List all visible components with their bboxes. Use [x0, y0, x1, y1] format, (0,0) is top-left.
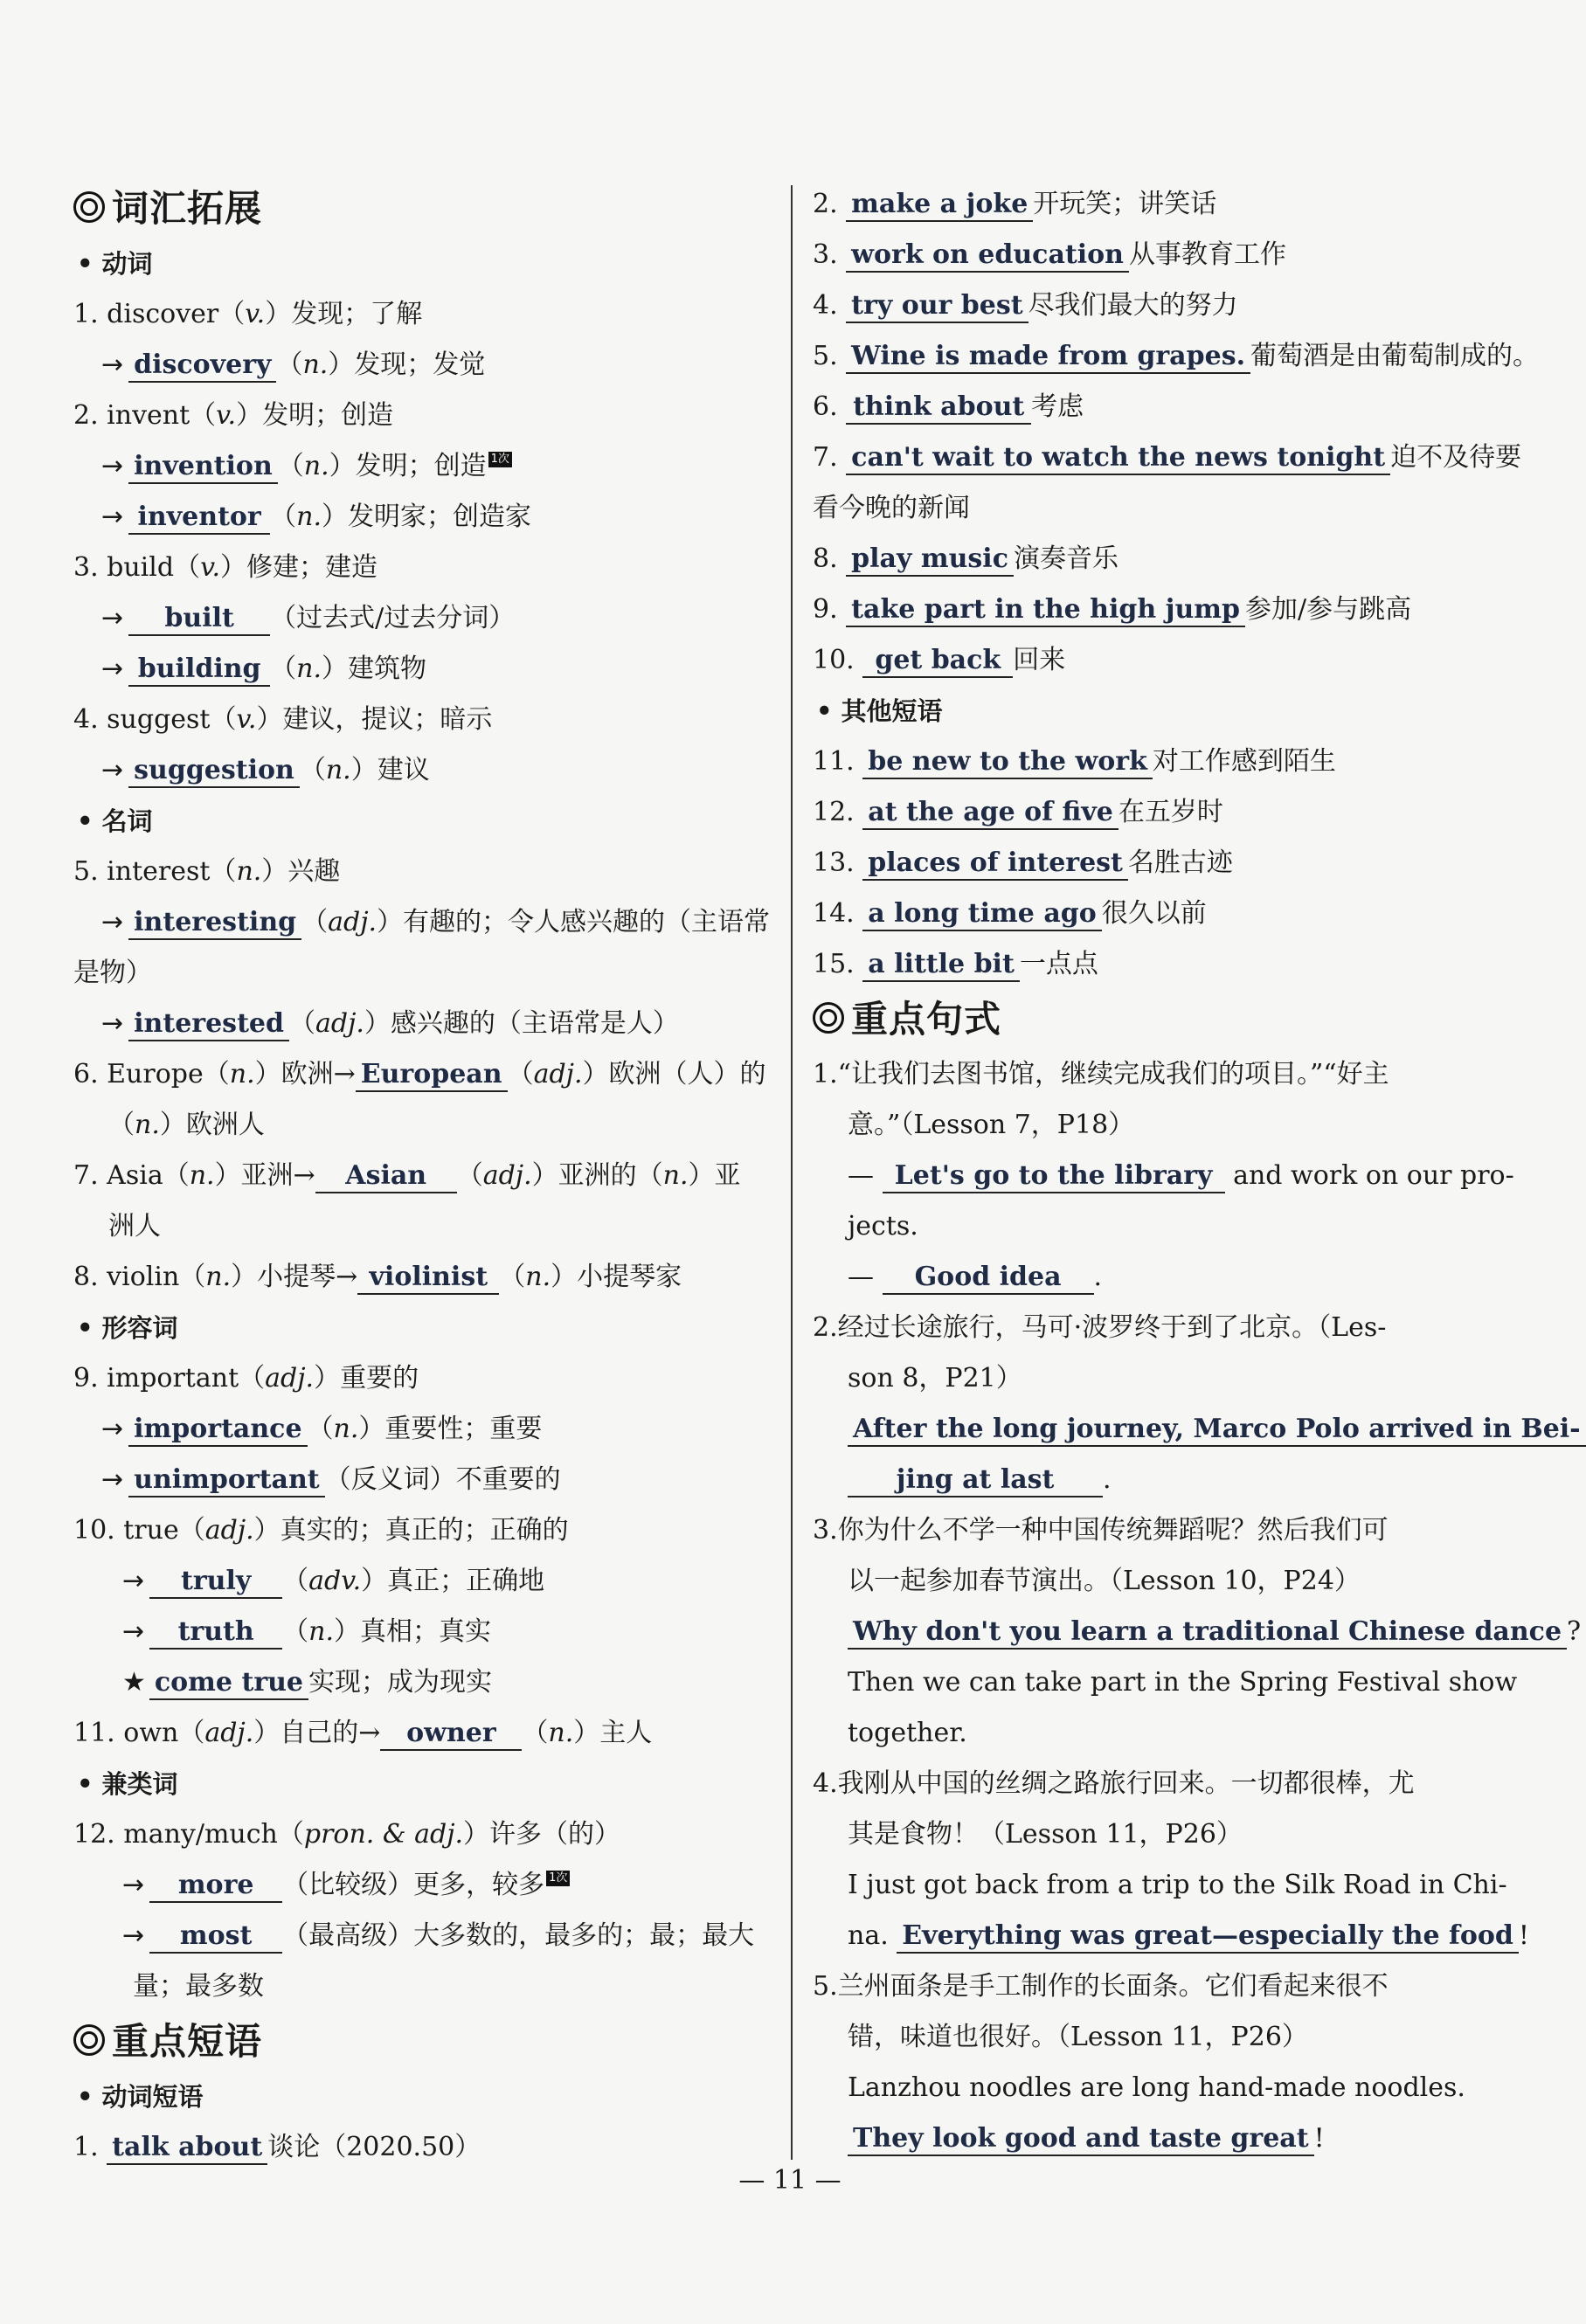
answer-blank: make a joke [846, 189, 1033, 222]
answer-blank: Let's go to the library [883, 1160, 1225, 1193]
vocab-derivative: → discovery （n.）发现；发觉 [73, 340, 772, 391]
vocab-item: 10. true（adj.）真实的；真正的；正确的 [73, 1515, 569, 1546]
section-heading-phrases: 重点短语 [73, 2012, 772, 2072]
vocab-derivative: → importance （n.）重要性；重要 [73, 1404, 772, 1455]
vocab-derivative: → truly （adv.）真正；正确地 [73, 1556, 772, 1607]
sentence-item: 3.你为什么不学一种中国传统舞蹈呢？然后我们可 [813, 1515, 1389, 1546]
vocab-derivative: → interesting （adj.）有趣的；令人感兴趣的（主语常 [73, 897, 772, 948]
vocab-continuation: 洲人 [108, 1211, 161, 1242]
vocab-derivative: → unimportant （反义词）不重要的 [73, 1455, 772, 1505]
vocab-derivative: → interested （adj.）感兴趣的（主语常是人） [73, 999, 772, 1049]
sentence-line: I just got back from a trip to the Silk Road in Chi- [848, 1870, 1507, 1900]
answer-blank: a little bit [862, 949, 1020, 982]
arrow-icon: → [101, 501, 124, 532]
sentence-line: 以一起参加春节演出。（Lesson 10，P24） [848, 1566, 1361, 1596]
vocab-derivative: → truth （n.）真相；真实 [73, 1607, 772, 1657]
sentence-line: Then we can take part in the Spring Festival show [848, 1667, 1518, 1698]
subsection-multi: • 兼类词 [73, 1759, 772, 1809]
subsection-adj: • 形容词 [73, 1303, 772, 1353]
answer-blank: violinist [357, 1262, 499, 1295]
arrow-icon: → [122, 1566, 145, 1596]
answer-blank: Why don't you learn a traditional Chinese dance [848, 1616, 1567, 1650]
answer-blank: talk about [107, 2132, 267, 2165]
vocab-derivative: → built （过去式/过去分词） [73, 593, 772, 644]
arrow-icon: → [101, 451, 124, 481]
answer-blank: Everything was great—especially the food [897, 1920, 1519, 1954]
answer-blank: play music [846, 543, 1014, 577]
sentence-line: 意。”（Lesson 7，P18） [848, 1110, 1135, 1140]
vocab-derivative: → suggestion （n.）建议 [73, 745, 772, 796]
vocab-item: 6. Europe（n.）欧洲→ European （adj.）欧洲（人）的 [73, 1049, 772, 1100]
sentence-line: na. Everything was great—especially the food ! [813, 1911, 1512, 1961]
answer-blank: European [356, 1059, 508, 1092]
sentence-line: jects. [848, 1211, 918, 1242]
vocab-item: 7. Asia（n.）亚洲→ Asian （adj.）亚洲的（n.）亚 [73, 1151, 772, 1201]
vocab-item: 8. violin（n.）小提琴→ violinist （n.）小提琴家 [73, 1252, 772, 1303]
sentence-line: 其是食物！（Lesson 11，P26） [848, 1819, 1243, 1850]
subsection-noun: • 名词 [73, 796, 772, 847]
frequency-badge: 1次 [546, 1871, 570, 1886]
phrase-item: 5. Wine is made from grapes. 葡萄酒是由葡萄制成的。 [813, 331, 1512, 382]
phrase-item: 6. think about 考虑 [813, 382, 1512, 432]
answer-blank: more [149, 1870, 282, 1903]
section-heading-sentences: 重点句式 [813, 990, 1512, 1049]
phrase-item: 1. talk about 谈论（2020.50） [73, 2122, 772, 2173]
arrow-icon: → [122, 1920, 145, 1951]
phrase-item: 10. get back 回来 [813, 635, 1512, 686]
answer-blank: discovery [128, 349, 276, 383]
arrow-icon: → [101, 1414, 124, 1444]
arrow-icon: → [101, 755, 124, 785]
vocab-item: 3. build（v.）修建；建造 [73, 552, 378, 583]
phrase-item: 7. can't wait to watch the news tonight 迫不及待要 [813, 432, 1512, 483]
answer-blank: inventor [128, 501, 270, 535]
sentence-line: They look good and taste great ! [813, 2113, 1512, 2164]
phrase-continuation: 看今晚的新闻 [813, 493, 970, 523]
vocab-item: 2. invent（v.）发明；创造 [73, 400, 394, 431]
vocab-item: 5. interest（n.）兴趣 [73, 856, 341, 887]
sentence-item: 5.兰州面条是手工制作的长面条。它们看起来很不 [813, 1971, 1389, 2002]
frequency-badge: 1次 [488, 452, 512, 467]
phrase-item: 11. be new to the work 对工作感到陌生 [813, 737, 1512, 787]
answer-blank: They look good and taste great [848, 2123, 1314, 2156]
phrase-item: 12. at the age of five 在五岁时 [813, 787, 1512, 838]
sentence-line: together. [848, 1718, 967, 1748]
answer-blank: truth [149, 1616, 282, 1650]
subsection-verb: • 动词 [73, 239, 772, 289]
arrow-icon: → [122, 1616, 145, 1647]
arrow-icon: → [101, 1464, 124, 1495]
column-divider [791, 185, 793, 2160]
answer-blank: be new to the work [862, 746, 1153, 779]
right-column [813, 179, 1582, 2164]
answer-blank: come true [149, 1667, 308, 1700]
arrow-icon: → [101, 654, 124, 684]
answer-blank: owner [380, 1718, 522, 1751]
vocab-continuation: 是物） [73, 958, 152, 988]
arrow-icon: → [101, 349, 124, 380]
sentence-line: Lanzhou noodles are long hand-made noodles. [848, 2072, 1465, 2103]
phrase-item: 9. take part in the high jump 参加/参与跳高 [813, 584, 1512, 635]
vocab-derivative: → invention （n.）发明；创造 1次 [73, 441, 772, 492]
vocab-derivative: → more （比较级）更多，较多 1次 [73, 1860, 772, 1911]
sentence-line: Why don't you learn a traditional Chinese dance ? [813, 1607, 1512, 1657]
sentence-line: — Good idea . [813, 1252, 1512, 1303]
answer-blank: Wine is made from grapes. [846, 341, 1250, 374]
vocab-derivative: → most （最高级）大多数的，最多的；最；最大 [73, 1911, 772, 1961]
answer-blank: After the long journey, Marco Polo arrived in Bei- [848, 1414, 1586, 1447]
arrow-icon: → [101, 1008, 124, 1039]
sentence-item: 2.经过长途旅行，马可·波罗终于到了北京。（Les- [813, 1312, 1387, 1343]
page-number: — 11 — [738, 2165, 841, 2196]
answer-blank: places of interest [862, 847, 1128, 881]
answer-blank: Asian [315, 1160, 457, 1193]
double-circle-icon [73, 2024, 105, 2056]
answer-blank: a long time ago [862, 898, 1101, 931]
sentence-item: 1.“让我们去图书馆，继续完成我们的项目。”“好主 [813, 1059, 1389, 1089]
vocab-item: 1. discover（v.）发现；了解 [73, 299, 423, 329]
vocab-item: 9. important（adj.）重要的 [73, 1363, 419, 1394]
sentence-line [813, 1404, 1581, 1455]
phrase-item: 4. try our best 尽我们最大的努力 [813, 280, 1512, 331]
answer-blank: truly [149, 1566, 282, 1599]
arrow-icon: → [122, 1870, 145, 1900]
answer-blank: built [128, 603, 270, 636]
vocab-continuation: （n.）欧洲人 [108, 1110, 265, 1140]
answer-blank: can't wait to watch the news tonight [846, 442, 1390, 475]
phrase-item: 3. work on education 从事教育工作 [813, 230, 1512, 280]
answer-blank: think about [846, 391, 1031, 425]
sentence-line: jing at last . [813, 1455, 1512, 1505]
arrow-icon: → [101, 603, 124, 633]
double-circle-icon [73, 191, 105, 223]
arrow-icon: → [101, 907, 124, 937]
double-circle-icon [813, 1002, 844, 1034]
vocab-item: 11. own（adj.）自己的→ owner （n.）主人 [73, 1708, 772, 1759]
vocab-item: 12. many/much（pron. & adj.）许多（的） [73, 1819, 621, 1850]
answer-blank: at the age of five [862, 797, 1119, 830]
phrase-item: 8. play music 演奏音乐 [813, 534, 1512, 584]
vocab-derivative: ★ come true 实现；成为现实 [73, 1657, 772, 1708]
phrase-item: 15. a little bit 一点点 [813, 939, 1512, 990]
vocab-continuation: 量；最多数 [133, 1971, 264, 2002]
vocab-item: 4. suggest（v.）建议，提议；暗示 [73, 704, 493, 735]
vocab-derivative: → inventor （n.）发明家；创造家 [73, 492, 772, 543]
answer-blank: get back [862, 645, 1013, 678]
answer-blank: importance [128, 1414, 307, 1447]
answer-blank: unimportant [128, 1464, 325, 1497]
vocab-derivative: → building （n.）建筑物 [73, 644, 772, 695]
left-column [73, 179, 772, 2173]
answer-blank: try our best [846, 290, 1028, 323]
answer-blank: invention [128, 451, 278, 484]
subsection-other-phrase: • 其他短语 [813, 686, 1512, 737]
sentence-line: — Let's go to the library and work on our pro- [813, 1151, 1512, 1201]
answer-blank: most [149, 1920, 282, 1954]
answer-blank: jing at last [848, 1464, 1103, 1497]
sentence-line: 错，味道也很好。（Lesson 11，P26） [848, 2022, 1308, 2052]
star-icon: ★ [122, 1667, 146, 1698]
phrase-item: 13. places of interest 名胜古迹 [813, 838, 1512, 889]
answer-blank: Good idea [883, 1262, 1094, 1295]
sentence-item: 4.我刚从中国的丝绸之路旅行回来。一切都很棒，尤 [813, 1768, 1415, 1799]
answer-blank: interesting [128, 907, 301, 940]
answer-blank: interested [128, 1008, 289, 1041]
phrase-item: 2. make a joke 开玩笑；讲笑话 [813, 179, 1512, 230]
subsection-verb-phrase: • 动词短语 [73, 2072, 772, 2122]
answer-blank: building [128, 654, 270, 687]
sentence-line: son 8，P21） [848, 1363, 1022, 1394]
answer-blank: take part in the high jump [846, 594, 1245, 627]
answer-blank: work on education [846, 239, 1129, 273]
phrase-item: 14. a long time ago 很久以前 [813, 889, 1512, 939]
section-heading-vocab: 词汇拓展 [73, 179, 772, 239]
answer-blank: suggestion [128, 755, 300, 788]
